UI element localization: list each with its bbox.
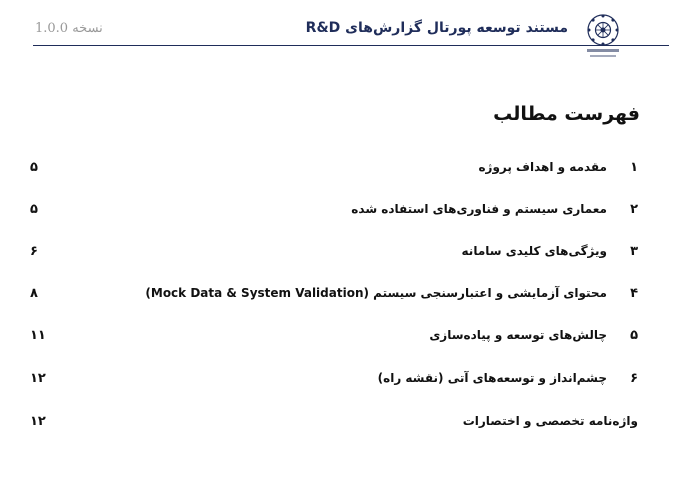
header-divider xyxy=(33,45,669,46)
toc-entry[interactable] xyxy=(30,414,642,436)
toc-entry[interactable] xyxy=(30,371,642,393)
toc-entry[interactable] xyxy=(30,160,642,182)
toc-heading: فهرست مطالب xyxy=(493,103,640,125)
toc-entry-page: ۶ xyxy=(30,244,38,259)
toc-entry-number: ۲ xyxy=(630,202,638,217)
toc-entry-title: محتوای آزمایشی و اعتبارسنجی سیستم (Mock Data & System Validation) xyxy=(145,286,607,300)
park-logo-icon xyxy=(581,12,625,64)
toc-entry-page: ۱۲ xyxy=(30,371,46,386)
toc-entry[interactable] xyxy=(30,244,642,266)
toc-entry-title: چشم‌انداز و توسعه‌های آتی (نقشه راه) xyxy=(377,371,607,385)
toc-entry-number: ۴ xyxy=(630,286,638,301)
toc-entry-page: ۵ xyxy=(30,202,38,217)
page-header xyxy=(0,0,700,46)
version-label: نسخه 1.0.0 xyxy=(35,21,103,36)
toc-entry-number: ۱ xyxy=(630,160,638,175)
toc-entry-title: واژه‌نامه تخصصی و اختصارات xyxy=(462,414,638,428)
toc-entry-title: مقدمه و اهداف پروژه xyxy=(478,160,607,174)
toc-entry-number: ۶ xyxy=(630,371,638,386)
toc-entry-title: معماری سیستم و فناوری‌های استفاده شده xyxy=(351,202,607,216)
toc-entry-number: ۵ xyxy=(630,328,638,343)
toc-entry[interactable] xyxy=(30,328,642,350)
toc-entry-page: ۱۲ xyxy=(30,414,46,429)
document-title: مستند توسعه پورتال گزارش‌های R&D xyxy=(305,20,568,36)
toc-entry-title: چالش‌های توسعه و پیاده‌سازی xyxy=(429,328,607,342)
toc-entry-number: ۳ xyxy=(630,244,638,259)
toc-entry-page: ۸ xyxy=(30,286,38,301)
toc-entry-page: ۵ xyxy=(30,160,38,175)
toc-entry[interactable] xyxy=(30,202,642,224)
toc-entry-page: ۱۱ xyxy=(30,328,46,343)
toc-entry-title: ویژگی‌های کلیدی سامانه xyxy=(461,244,607,258)
toc-entry[interactable] xyxy=(30,286,642,308)
